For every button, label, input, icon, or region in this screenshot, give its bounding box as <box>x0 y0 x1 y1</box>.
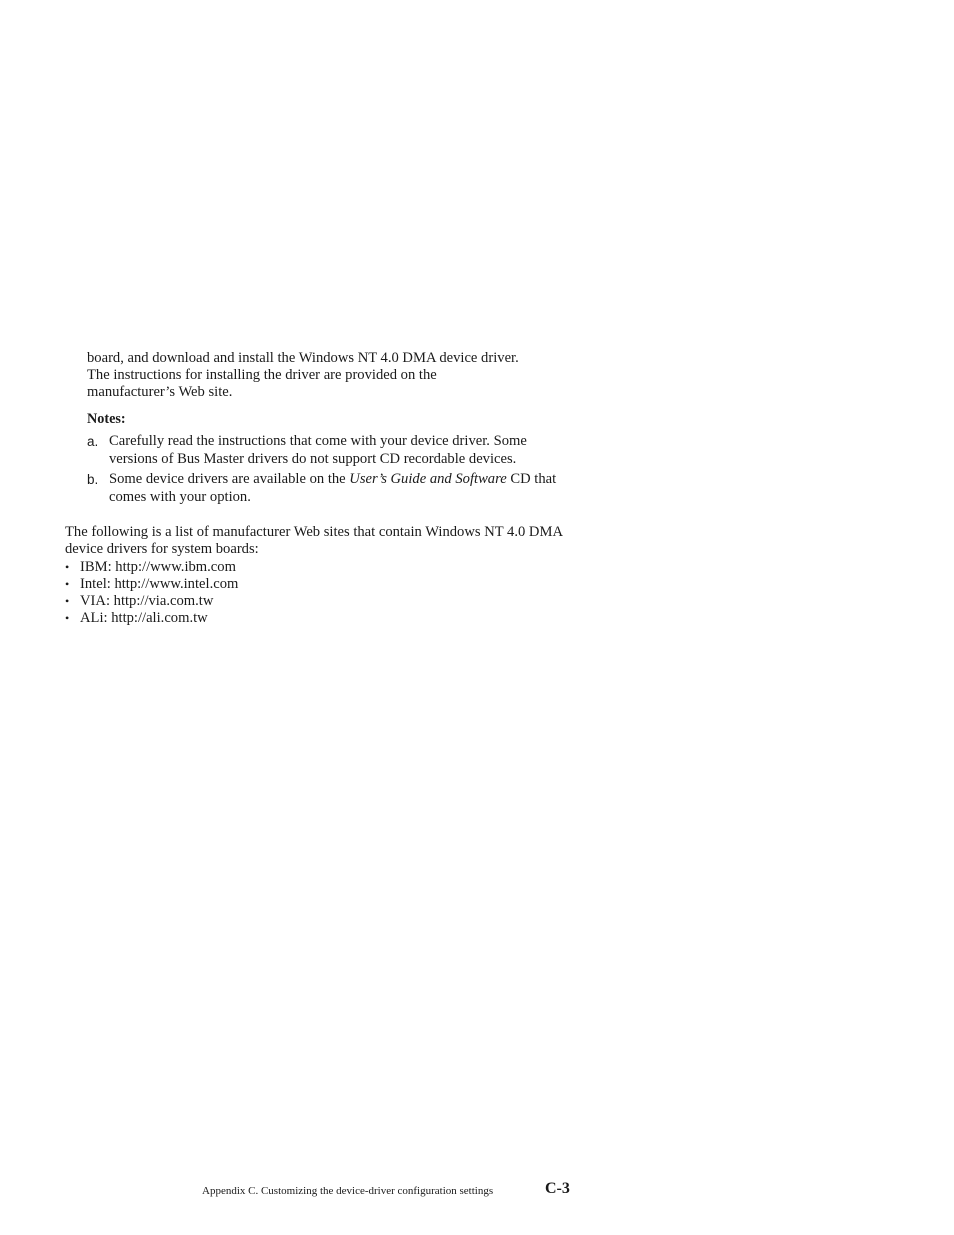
note-item-a <box>87 433 577 468</box>
manufacturer-site-list <box>65 559 238 627</box>
continued-line-2: The instructions for installing the driver are provided on the <box>87 367 437 383</box>
list-item <box>65 610 238 627</box>
continued-line-1: board, and download and install the Windows NT 4.0 DMA device driver. <box>87 350 519 366</box>
page-footer <box>202 1180 574 1202</box>
note-text-b-start: Some device drivers are available on the <box>109 471 350 487</box>
site-entry-ali: ALi: http://ali.com.tw <box>80 610 208 626</box>
list-item <box>65 593 238 610</box>
list-item <box>65 576 238 593</box>
manufacturer-list-intro: The following is a list of manufacturer Web sites that contain Windows NT 4.0 DMA device drivers for system boards: <box>65 524 563 557</box>
continued-line-3: manufacturer’s Web site. <box>87 384 233 400</box>
bullet-icon: • <box>65 611 70 625</box>
bullet-icon: • <box>65 560 70 574</box>
bullet-icon: • <box>65 577 70 591</box>
note-item-b <box>87 471 577 506</box>
note-marker-b: b. <box>87 472 99 487</box>
page-number: C-3 <box>545 1180 570 1197</box>
site-entry-ibm: IBM: http://www.ibm.com <box>80 559 236 575</box>
footer-chapter-title: Appendix C. Customizing the device-driver configuration settings <box>202 1185 494 1197</box>
bullet-icon: • <box>65 594 70 608</box>
note-marker-a: a. <box>87 434 99 449</box>
site-entry-via: VIA: http://via.com.tw <box>80 593 214 609</box>
site-entry-intel: Intel: http://www.intel.com <box>80 576 239 592</box>
list-item <box>65 559 238 576</box>
notes-list <box>87 433 577 509</box>
note-text-b-title: User’s Guide and Software <box>349 471 507 487</box>
note-text-a: Carefully read the instructions that come with your device driver. Some versions of Bus Master drivers do not support CD recordable devices. <box>109 433 527 467</box>
continued-paragraph <box>87 350 577 401</box>
notes-heading: Notes: <box>87 411 126 427</box>
note-text-b-end: CD that comes with your option. <box>109 471 557 505</box>
